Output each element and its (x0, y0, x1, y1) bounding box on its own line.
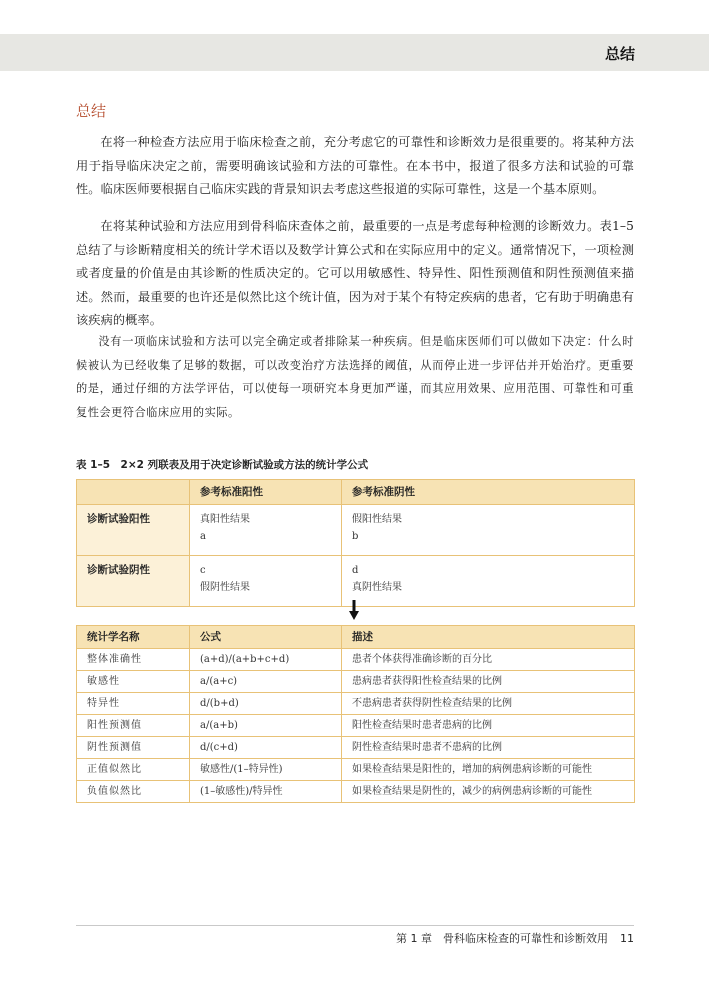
contingency-cell-true-positive (190, 505, 342, 556)
statistics-header-row (77, 626, 635, 649)
stat-description: 阴性检查结果时患者不患病的比例 (342, 737, 635, 759)
stat-formula: (a+d)/(a+b+c+d) (190, 649, 342, 671)
cell-line: a (200, 531, 206, 542)
stat-name: 整体准确性 (77, 649, 190, 671)
page-footer (396, 930, 634, 946)
stat-formula: 敏感性/(1–特异性) (190, 759, 342, 781)
cell-line: 真阳性结果 (200, 514, 250, 525)
footer-chapter-title: 第 1 章 骨科临床检查的可靠性和诊断效用 (396, 932, 608, 945)
cell-line: d (352, 565, 359, 576)
contingency-table (76, 479, 635, 607)
contingency-row-test-positive (77, 505, 635, 556)
statistics-row (77, 715, 635, 737)
statistics-row (77, 693, 635, 715)
statistics-row (77, 759, 635, 781)
stat-description: 如果检查结果是阴性的，减少的病例患病诊断的可能性 (342, 781, 635, 803)
contingency-header-ref-negative: 参考标准阴性 (342, 480, 635, 505)
statistics-row (77, 649, 635, 671)
paragraph-1: 在将一种检查方法应用于临床检查之前，充分考虑它的可靠性和诊断效力是很重要的。将某种方法用于指导临床决定之前，需要明确该试验和方法的可靠性。在本书中，报道了很多方法和试验的可靠性。临床医师要根据自己临床实践的背景知识去考虑这些报道的实际可靠性，这是一个基本原则。 (76, 135, 634, 196)
statistics-header-name: 统计学名称 (77, 626, 190, 649)
stat-name: 正值似然比 (77, 759, 190, 781)
cell-line: 假阴性结果 (200, 582, 250, 593)
stat-name: 负值似然比 (77, 781, 190, 803)
running-header-title: 总结 (604, 45, 635, 63)
contingency-header-ref-positive: 参考标准阳性 (190, 480, 342, 505)
cell-line: b (352, 531, 359, 542)
stat-formula: d/(c+d) (190, 737, 342, 759)
stat-name: 阴性预测值 (77, 737, 190, 759)
cell-line: 真阴性结果 (352, 582, 402, 593)
paragraph-3: 没有一项临床试验和方法可以完全确定或者排除某一种疾病。但是临床医师们可以做如下决定：什么时候被认为已经收集了足够的数据，可以改变治疗方法选择的阈值，从而停止进一步评估并开始治疗。更重要的是，通过仔细的方法学评估，可以使每一项研究本身更加严谨，而其应用效果、应用范围、可靠性和可重复性会更符合临床应用的实际。 (76, 335, 634, 419)
down-arrow-icon (349, 600, 359, 620)
stat-name: 敏感性 (77, 671, 190, 693)
footer-divider (76, 925, 634, 926)
page-number: 11 (620, 932, 634, 945)
paragraph-2: 在将某种试验和方法应用到骨科临床查体之前，最重要的一点是考虑每种检测的诊断效力。表1–5总结了与诊断精度相关的统计学术语以及数学计算公式和在实际应用中的定义。通常情况下，一项检测或者度量的价值是由其诊断的性质决定的。它可以用敏感性、特异性、阳性预测值和阴性预测值来描述。然而，最重要的也许还是似然比这个统计值，因为对于某个有特定疾病的患者，它有助于明确患有该疾病的概率。 (76, 219, 634, 327)
stat-description: 如果检查结果是阳性的，增加的病例患病诊断的可能性 (342, 759, 635, 781)
statistics-header-formula: 公式 (190, 626, 342, 649)
stat-name: 特异性 (77, 693, 190, 715)
contingency-cell-false-negative (190, 556, 342, 607)
stat-formula: a/(a+c) (190, 671, 342, 693)
stat-name: 阳性预测值 (77, 715, 190, 737)
section-title: 总结 (76, 102, 107, 120)
stat-description: 患者个体获得准确诊断的百分比 (342, 649, 635, 671)
cell-line: 假阳性结果 (352, 514, 402, 525)
running-header-bar (0, 34, 709, 71)
contingency-rowhead-test-negative: 诊断试验阴性 (77, 556, 190, 607)
cell-line: c (200, 565, 206, 576)
stat-description: 患病患者获得阳性检查结果的比例 (342, 671, 635, 693)
stat-description: 不患病患者获得阴性检查结果的比例 (342, 693, 635, 715)
statistics-table (76, 625, 635, 803)
statistics-row (77, 781, 635, 803)
stat-formula: (1–敏感性)/特异性 (190, 781, 342, 803)
stat-formula: d/(b+d) (190, 693, 342, 715)
contingency-corner-cell (77, 480, 190, 505)
table-caption: 表 1–5 2×2 列联表及用于决定诊断试验或方法的统计学公式 (76, 459, 369, 471)
contingency-cell-false-positive (342, 505, 635, 556)
contingency-header-row (77, 480, 635, 505)
statistics-header-description: 描述 (342, 626, 635, 649)
contingency-row-test-negative (77, 556, 635, 607)
stat-formula: a/(a+b) (190, 715, 342, 737)
contingency-rowhead-test-positive: 诊断试验阳性 (77, 505, 190, 556)
contingency-cell-true-negative (342, 556, 635, 607)
statistics-row (77, 737, 635, 759)
stat-description: 阳性检查结果时患者患病的比例 (342, 715, 635, 737)
statistics-row (77, 671, 635, 693)
